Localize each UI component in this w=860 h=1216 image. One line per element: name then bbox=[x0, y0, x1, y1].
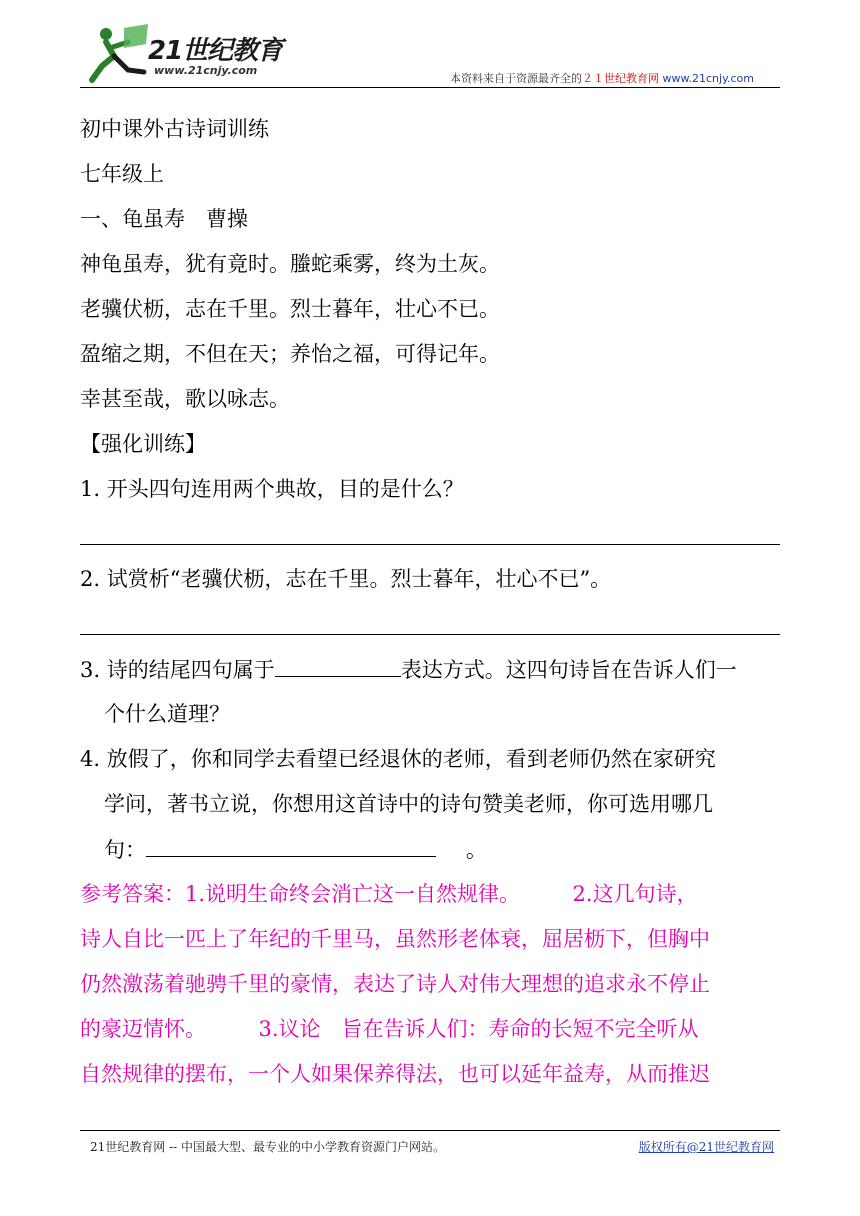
question-4: 4. 放假了，你和同学去看望已经退休的老师，看到老师仍然在家研究 bbox=[80, 747, 716, 771]
poem-line: 老骥伏枥，志在千里。烈士暮年，壮心不已。 bbox=[80, 297, 500, 321]
question-3 bbox=[80, 654, 737, 685]
answer-text-line: 自然规律的摆布，一个人如果保养得法，也可以延年益寿，从而推迟 bbox=[80, 1062, 710, 1086]
footer-copyright-link[interactable]: 版权所有@21世纪教育网 bbox=[638, 1140, 774, 1154]
site-logo bbox=[84, 22, 284, 86]
footer-divider bbox=[80, 1130, 780, 1131]
question-4-continued: 学问，著书立说，你想用这首诗中的诗句赞美老师，你可选用哪几 bbox=[104, 792, 713, 816]
header-divider bbox=[80, 87, 780, 88]
poem-line: 幸甚至哉，歌以咏志。 bbox=[80, 387, 290, 411]
question-3-continued: 个什么道理？ bbox=[104, 702, 230, 726]
header-note-site: ２１世纪教育网 bbox=[582, 72, 660, 85]
grade-label: 七年级上 bbox=[80, 162, 164, 186]
logo-url-text: www.21cnjy.com bbox=[154, 64, 258, 77]
practice-heading: 【强化训练】 bbox=[80, 432, 206, 456]
answer-text-line: 参考答案：1.说明生命终会消亡这一自然规律。 2.这几句诗， bbox=[80, 882, 698, 906]
answer-line-1 bbox=[80, 544, 780, 545]
logo-text: 21世纪教育 bbox=[148, 36, 283, 66]
footer-text: 21世纪教育网 -- 中国最大型、最专业的中小学教育资源门户网站。 bbox=[90, 1140, 446, 1154]
poem-line: 盈缩之期，不但在天；养怡之福，可得记年。 bbox=[80, 342, 500, 366]
poem-line: 神龟虽寿，犹有竟时。螣蛇乘雾，终为土灰。 bbox=[80, 252, 500, 276]
answer-text-line: 仍然激荡着驰骋千里的豪情，表达了诗人对伟大理想的追求永不停止 bbox=[80, 972, 710, 996]
answer-text-line: 的豪迈情怀。 3.议论 旨在告诉人们：寿命的长短不完全听从 bbox=[80, 1017, 699, 1041]
answer-line-2 bbox=[80, 634, 780, 635]
question-2: 2. 试赏析“老骥伏枥，志在千里。烈士暮年，壮心不已”。 bbox=[80, 567, 612, 591]
question-1: 1. 开头四句连用两个典故，目的是什么？ bbox=[80, 477, 464, 501]
doc-title: 初中课外古诗词训练 bbox=[80, 117, 269, 141]
question-4-prefix: 句： bbox=[104, 838, 146, 862]
runner-logo-icon bbox=[84, 22, 154, 86]
question-4-answer-row bbox=[104, 834, 487, 865]
answer-text-line: 诗人自比一匹上了年纪的千里马，虽然形老体衰，屈居枥下，但胸中 bbox=[80, 927, 710, 951]
question-4-blank bbox=[146, 834, 436, 857]
header-note bbox=[450, 70, 754, 86]
header-note-prefix: 本资料来自于资源最齐全的 bbox=[450, 72, 583, 85]
section-heading: 一、龟虽寿 曹操 bbox=[80, 207, 248, 231]
header-note-url[interactable]: www.21cnjy.com bbox=[662, 72, 754, 85]
question-4-end: 。 bbox=[466, 838, 487, 862]
question-3-part-b: 表达方式。这四句诗旨在告诉人们一 bbox=[400, 658, 737, 682]
question-3-blank bbox=[275, 654, 401, 677]
question-3-part-a: 3. 诗的结尾四句属于 bbox=[80, 658, 275, 682]
